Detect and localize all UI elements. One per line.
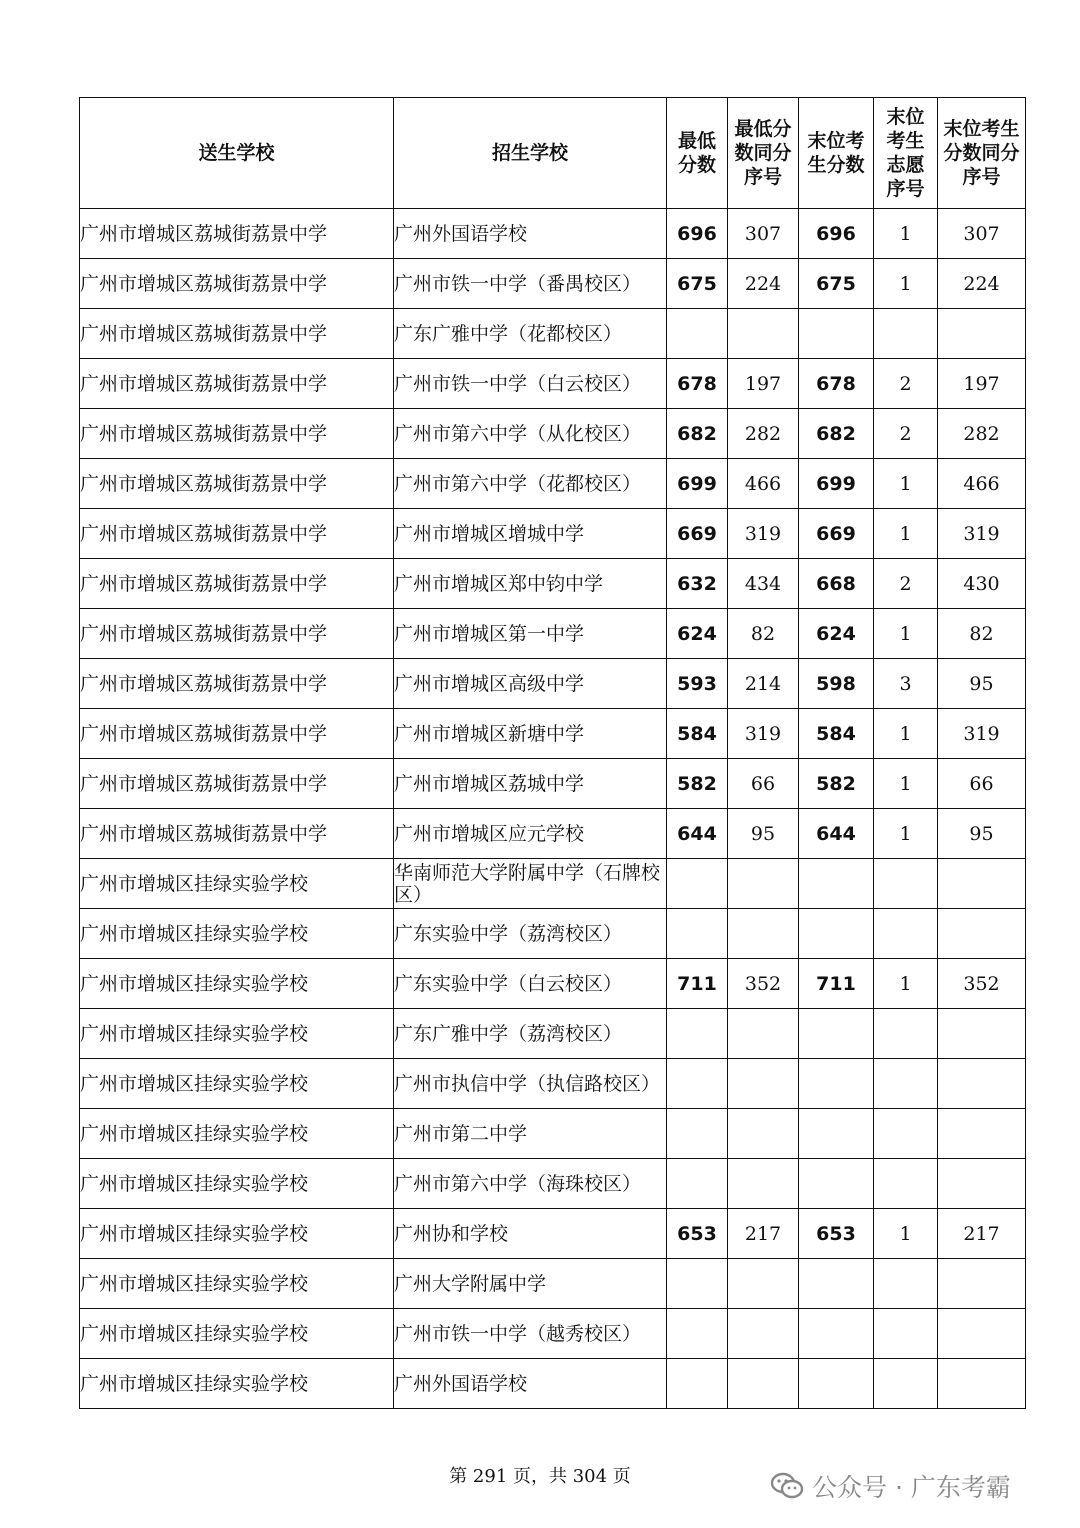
table-row <box>80 559 1026 609</box>
last-score-cell <box>799 1009 874 1059</box>
table-row <box>80 759 1026 809</box>
table-row <box>80 709 1026 759</box>
recv-school-cell: 广州市第六中学（海珠校区） <box>394 1159 667 1209</box>
send-school-cell: 广州市增城区荔城街荔景中学 <box>80 809 394 859</box>
recv-school-cell: 广东广雅中学（荔湾校区） <box>394 1009 667 1059</box>
min-rank-cell: 82 <box>728 609 799 659</box>
last-rank-cell: 319 <box>938 709 1026 759</box>
min-score-cell: 624 <box>667 609 728 659</box>
send-school-cell: 广州市增城区挂绿实验学校 <box>80 1159 394 1209</box>
min-rank-cell: 434 <box>728 559 799 609</box>
recv-school-cell: 广州市增城区应元学校 <box>394 809 667 859</box>
send-school-cell: 广州市增城区挂绿实验学校 <box>80 909 394 959</box>
last-rank-cell: 282 <box>938 409 1026 459</box>
last-rank-cell <box>938 309 1026 359</box>
last-pref-cell: 1 <box>874 709 938 759</box>
min-rank-cell <box>728 1059 799 1109</box>
table-row <box>80 859 1026 909</box>
last-score-cell: 711 <box>799 959 874 1009</box>
recv-school-cell: 广州大学附属中学 <box>394 1259 667 1309</box>
min-rank-cell: 95 <box>728 809 799 859</box>
last-pref-cell <box>874 309 938 359</box>
last-score-cell: 696 <box>799 209 874 259</box>
send-school-cell: 广州市增城区荔城街荔景中学 <box>80 309 394 359</box>
min-score-cell: 653 <box>667 1209 728 1259</box>
table-row <box>80 1059 1026 1109</box>
send-school-cell: 广州市增城区挂绿实验学校 <box>80 959 394 1009</box>
recv-school-cell: 广州市第二中学 <box>394 1109 667 1159</box>
recv-school-cell: 广州市增城区第一中学 <box>394 609 667 659</box>
last-rank-cell: 430 <box>938 559 1026 609</box>
recv-school-cell: 广州市增城区荔城中学 <box>394 759 667 809</box>
table-row <box>80 1209 1026 1259</box>
last-score-cell: 653 <box>799 1209 874 1259</box>
table-row <box>80 609 1026 659</box>
table-row <box>80 1309 1026 1359</box>
recv-school-cell: 广州市增城区新塘中学 <box>394 709 667 759</box>
min-rank-cell <box>728 1009 799 1059</box>
min-rank-cell <box>728 859 799 909</box>
table-row <box>80 259 1026 309</box>
last-pref-cell: 1 <box>874 259 938 309</box>
min-score-cell: 669 <box>667 509 728 559</box>
send-school-cell: 广州市增城区荔城街荔景中学 <box>80 259 394 309</box>
last-score-cell <box>799 859 874 909</box>
watermark <box>770 1468 1011 1504</box>
last-score-cell: 582 <box>799 759 874 809</box>
table-row <box>80 409 1026 459</box>
send-school-cell: 广州市增城区挂绿实验学校 <box>80 1259 394 1309</box>
send-school-cell: 广州市增城区荔城街荔景中学 <box>80 409 394 459</box>
min-score-cell: 711 <box>667 959 728 1009</box>
table-row <box>80 659 1026 709</box>
last-pref-cell <box>874 859 938 909</box>
last-pref-cell <box>874 1259 938 1309</box>
send-school-cell: 广州市增城区荔城街荔景中学 <box>80 709 394 759</box>
last-rank-cell <box>938 1009 1026 1059</box>
recv-school-cell: 广州外国语学校 <box>394 1359 667 1409</box>
min-score-cell <box>667 1009 728 1059</box>
table-row <box>80 809 1026 859</box>
recv-school-cell: 广州市增城区增城中学 <box>394 509 667 559</box>
last-score-cell: 682 <box>799 409 874 459</box>
last-rank-cell <box>938 859 1026 909</box>
header-last-rank: 末位考生 分数同分 序号 <box>938 98 1026 209</box>
send-school-cell: 广州市增城区荔城街荔景中学 <box>80 609 394 659</box>
recv-school-cell: 广州市第六中学（花都校区） <box>394 459 667 509</box>
last-score-cell: 624 <box>799 609 874 659</box>
last-pref-cell: 1 <box>874 809 938 859</box>
last-pref-cell <box>874 909 938 959</box>
recv-school-cell: 广州市铁一中学（番禺校区） <box>394 259 667 309</box>
send-school-cell: 广州市增城区挂绿实验学校 <box>80 1209 394 1259</box>
last-score-cell <box>799 309 874 359</box>
send-school-cell: 广州市增城区荔城街荔景中学 <box>80 359 394 409</box>
last-pref-cell <box>874 1109 938 1159</box>
last-pref-cell: 2 <box>874 559 938 609</box>
last-pref-cell: 1 <box>874 209 938 259</box>
last-pref-cell <box>874 1359 938 1409</box>
last-pref-cell: 1 <box>874 759 938 809</box>
send-school-cell: 广州市增城区挂绿实验学校 <box>80 1059 394 1109</box>
min-rank-cell <box>728 909 799 959</box>
min-rank-cell <box>728 309 799 359</box>
admission-table <box>79 97 1026 1409</box>
table-row <box>80 459 1026 509</box>
min-rank-cell: 217 <box>728 1209 799 1259</box>
last-pref-cell: 1 <box>874 459 938 509</box>
last-score-cell <box>799 1109 874 1159</box>
send-school-cell: 广州市增城区荔城街荔景中学 <box>80 209 394 259</box>
table-row <box>80 209 1026 259</box>
min-rank-cell <box>728 1309 799 1359</box>
recv-school-cell: 广州协和学校 <box>394 1209 667 1259</box>
recv-school-cell: 广东实验中学（白云校区） <box>394 959 667 1009</box>
min-score-cell <box>667 1359 728 1409</box>
min-score-cell: 632 <box>667 559 728 609</box>
min-rank-cell: 197 <box>728 359 799 409</box>
send-school-cell: 广州市增城区荔城街荔景中学 <box>80 509 394 559</box>
table-row <box>80 1159 1026 1209</box>
recv-school-cell: 广州市铁一中学（越秀校区） <box>394 1309 667 1359</box>
header-last-pref: 末位 考生 志愿 序号 <box>874 98 938 209</box>
table-row <box>80 1359 1026 1409</box>
min-score-cell <box>667 309 728 359</box>
recv-school-cell: 华南师范大学附属中学（石牌校区） <box>394 859 667 909</box>
min-score-cell <box>667 1059 728 1109</box>
table-header-row <box>80 98 1026 209</box>
last-rank-cell <box>938 1309 1026 1359</box>
recv-school-cell: 广州市第六中学（从化校区） <box>394 409 667 459</box>
header-send-school: 送生学校 <box>80 98 394 209</box>
last-rank-cell: 224 <box>938 259 1026 309</box>
last-rank-cell <box>938 1109 1026 1159</box>
last-rank-cell: 352 <box>938 959 1026 1009</box>
table-row <box>80 1109 1026 1159</box>
min-score-cell <box>667 859 728 909</box>
table-body <box>80 209 1026 1409</box>
recv-school-cell: 广州市执信中学（执信路校区） <box>394 1059 667 1109</box>
last-score-cell: 669 <box>799 509 874 559</box>
last-rank-cell <box>938 1159 1026 1209</box>
header-min-score: 最低 分数 <box>667 98 728 209</box>
last-pref-cell: 2 <box>874 409 938 459</box>
recv-school-cell: 广州外国语学校 <box>394 209 667 259</box>
min-rank-cell: 307 <box>728 209 799 259</box>
table-row <box>80 909 1026 959</box>
last-pref-cell: 1 <box>874 509 938 559</box>
table-row <box>80 959 1026 1009</box>
last-rank-cell: 95 <box>938 659 1026 709</box>
min-score-cell <box>667 1309 728 1359</box>
last-rank-cell <box>938 909 1026 959</box>
min-score-cell: 678 <box>667 359 728 409</box>
last-score-cell <box>799 909 874 959</box>
min-rank-cell: 319 <box>728 709 799 759</box>
last-pref-cell: 1 <box>874 959 938 1009</box>
last-pref-cell <box>874 1309 938 1359</box>
send-school-cell: 广州市增城区挂绿实验学校 <box>80 1009 394 1059</box>
last-rank-cell: 319 <box>938 509 1026 559</box>
min-score-cell: 699 <box>667 459 728 509</box>
last-pref-cell <box>874 1009 938 1059</box>
last-pref-cell <box>874 1059 938 1109</box>
last-rank-cell: 197 <box>938 359 1026 409</box>
last-rank-cell: 466 <box>938 459 1026 509</box>
recv-school-cell: 广州市增城区高级中学 <box>394 659 667 709</box>
min-rank-cell: 282 <box>728 409 799 459</box>
min-score-cell: 584 <box>667 709 728 759</box>
min-rank-cell: 466 <box>728 459 799 509</box>
last-score-cell: 678 <box>799 359 874 409</box>
last-pref-cell <box>874 1159 938 1209</box>
send-school-cell: 广州市增城区荔城街荔景中学 <box>80 459 394 509</box>
last-score-cell: 675 <box>799 259 874 309</box>
min-rank-cell <box>728 1109 799 1159</box>
min-rank-cell: 319 <box>728 509 799 559</box>
min-score-cell: 675 <box>667 259 728 309</box>
page-number: 第 291 页，共 304 页 <box>449 1466 631 1487</box>
send-school-cell: 广州市增城区挂绿实验学校 <box>80 1359 394 1409</box>
last-score-cell: 584 <box>799 709 874 759</box>
min-score-cell: 682 <box>667 409 728 459</box>
table-row <box>80 359 1026 409</box>
last-score-cell: 668 <box>799 559 874 609</box>
recv-school-cell: 广东广雅中学（花都校区） <box>394 309 667 359</box>
last-rank-cell: 66 <box>938 759 1026 809</box>
last-score-cell <box>799 1259 874 1309</box>
last-rank-cell <box>938 1359 1026 1409</box>
send-school-cell: 广州市增城区挂绿实验学校 <box>80 1109 394 1159</box>
send-school-cell: 广州市增城区荔城街荔景中学 <box>80 559 394 609</box>
last-pref-cell: 1 <box>874 1209 938 1259</box>
min-rank-cell <box>728 1159 799 1209</box>
min-rank-cell <box>728 1259 799 1309</box>
min-score-cell: 593 <box>667 659 728 709</box>
min-score-cell: 582 <box>667 759 728 809</box>
min-rank-cell: 66 <box>728 759 799 809</box>
last-score-cell: 699 <box>799 459 874 509</box>
recv-school-cell: 广州市铁一中学（白云校区） <box>394 359 667 409</box>
min-score-cell <box>667 909 728 959</box>
last-rank-cell: 307 <box>938 209 1026 259</box>
last-rank-cell: 217 <box>938 1209 1026 1259</box>
header-recv-school: 招生学校 <box>394 98 667 209</box>
last-score-cell <box>799 1159 874 1209</box>
table-row <box>80 309 1026 359</box>
last-rank-cell <box>938 1259 1026 1309</box>
table-row <box>80 509 1026 559</box>
recv-school-cell: 广东实验中学（荔湾校区） <box>394 909 667 959</box>
send-school-cell: 广州市增城区挂绿实验学校 <box>80 1309 394 1359</box>
last-pref-cell: 3 <box>874 659 938 709</box>
min-rank-cell: 352 <box>728 959 799 1009</box>
last-rank-cell: 82 <box>938 609 1026 659</box>
min-score-cell <box>667 1109 728 1159</box>
min-score-cell <box>667 1159 728 1209</box>
last-score-cell: 644 <box>799 809 874 859</box>
send-school-cell: 广州市增城区荔城街荔景中学 <box>80 759 394 809</box>
table-row <box>80 1009 1026 1059</box>
last-rank-cell: 95 <box>938 809 1026 859</box>
recv-school-cell: 广州市增城区郑中钧中学 <box>394 559 667 609</box>
last-pref-cell: 2 <box>874 359 938 409</box>
last-pref-cell: 1 <box>874 609 938 659</box>
last-score-cell <box>799 1359 874 1409</box>
min-score-cell: 696 <box>667 209 728 259</box>
header-last-score: 末位考 生分数 <box>799 98 874 209</box>
min-rank-cell: 214 <box>728 659 799 709</box>
wechat-icon <box>770 1471 804 1501</box>
min-rank-cell: 224 <box>728 259 799 309</box>
last-rank-cell <box>938 1059 1026 1109</box>
send-school-cell: 广州市增城区挂绿实验学校 <box>80 859 394 909</box>
watermark-text: 公众号 · 广东考霸 <box>812 1473 1011 1502</box>
min-score-cell: 644 <box>667 809 728 859</box>
last-score-cell <box>799 1309 874 1359</box>
send-school-cell: 广州市增城区荔城街荔景中学 <box>80 659 394 709</box>
header-min-rank: 最低分 数同分 序号 <box>728 98 799 209</box>
last-score-cell <box>799 1059 874 1109</box>
min-score-cell <box>667 1259 728 1309</box>
last-score-cell: 598 <box>799 659 874 709</box>
table-row <box>80 1259 1026 1309</box>
min-rank-cell <box>728 1359 799 1409</box>
